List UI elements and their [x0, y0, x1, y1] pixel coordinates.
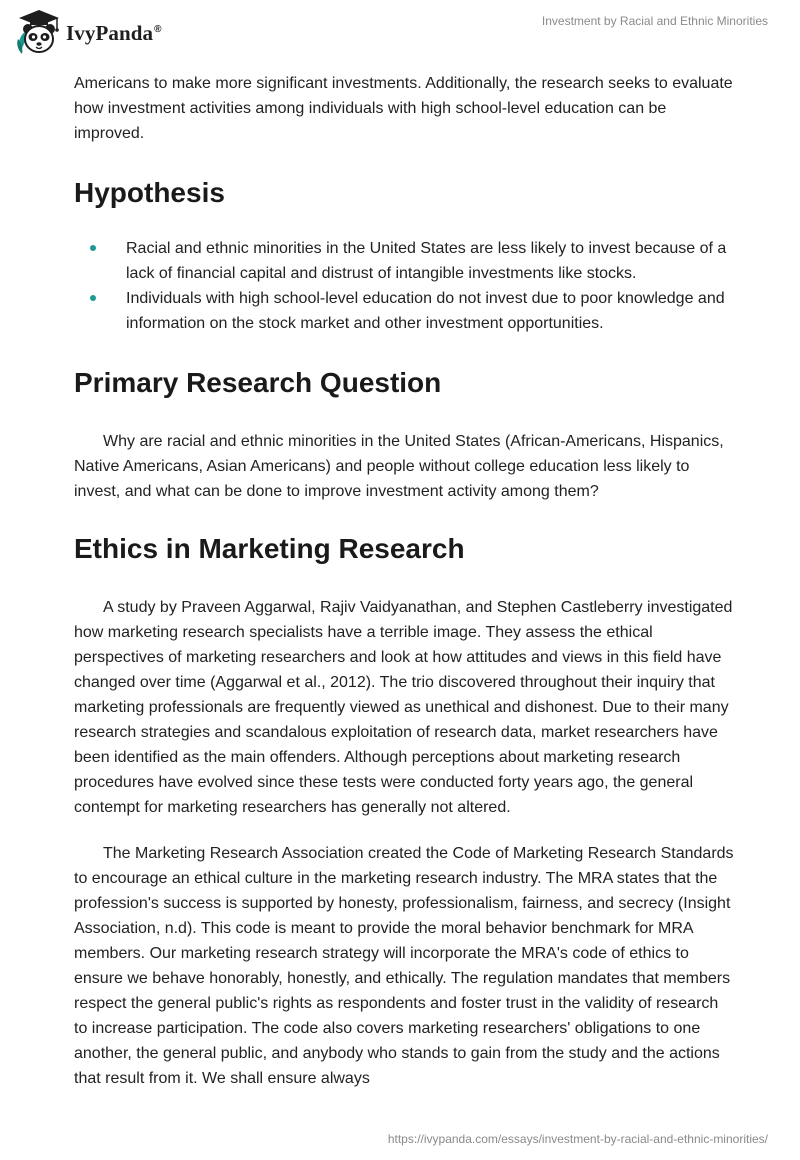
- hypothesis-item-text: Individuals with high school-level education do not invest due to poor knowledge and information on the stock market and other investment opportunities.: [126, 290, 725, 332]
- document-running-title: Investment by Racial and Ethnic Minorities: [541, 14, 768, 28]
- ethics-paragraph: A study by Praveen Aggarwal, Rajiv Vaidyanathan, and Stephen Castleberry investigated how marketing research specialists have a terrible image. They assess the ethical perspectives of marketing researchers and look at how attitudes and views in this field have changed over time (Aggarwal et al., 2012). The trio discovered throughout their inquiry that marketing professionals are frequently viewed as unethical and dishonest. Due to their many research strategies and scandalous exploitation of research data, market researchers have been identified as the main offenders. Although perceptions about marketing research procedures have evolved since these tests were conducted forty years ago, the general contempt for marketing researchers has generally not altered.: [74, 599, 733, 816]
- ivypanda-logo[interactable]: [14, 7, 162, 57]
- document-body: [74, 70, 734, 1091]
- bullet-dot-icon: [90, 295, 96, 301]
- registered-mark: ®: [154, 23, 162, 35]
- hypothesis-item-text: Racial and ethnic minorities in the United States are less likely to invest because of a lack of financial capital and distrust of intangible investments like stocks.: [126, 240, 727, 282]
- intro-paragraph-continuation: Americans to make more significant investments. Additionally, the research seeks to evaluate how investment activities among individuals with high school-level education can be improved.: [74, 75, 733, 142]
- ethics-paragraph: The Marketing Research Association created the Code of Marketing Research Standards to encourage an ethical culture in the marketing research industry. The MRA states that the profession's success is supported by honesty, professionalism, fairness, and secrecy (Insight Association, n.d). This code is meant to provide the moral behavior benchmark for MRA members. Our marketing research strategy will incorporate the MRA's code of ethics to ensure we behave honorably, honestly, and ethically. The regulation mandates that members respect the general public's rights as respondents and foster trust in the validity of research to increase participation. The code also covers marketing researchers' obligations to one another, the general public, and anybody who stands to gain from the study and the actions that result from it. We shall ensure always: [74, 845, 734, 1087]
- heading-ethics-in-marketing-research: Ethics in Marketing Research: [74, 533, 465, 564]
- panda-graduate-logo-icon: [14, 7, 64, 57]
- research-question-paragraph: Why are racial and ethnic minorities in the United States (African-Americans, Hispanics, Native Americans, Asian Americans) and people without college education less likely to invest, and what can be done to improve investment activity among them?: [74, 433, 724, 500]
- brand-name: [66, 21, 162, 46]
- heading-primary-research-question: Primary Research Question: [74, 367, 442, 398]
- bullet-dot-icon: [90, 245, 96, 251]
- source-url[interactable]: https://ivypanda.com/essays/investment-by-racial-and-ethnic-minorities/: [387, 1132, 768, 1146]
- heading-hypothesis: Hypothesis: [74, 177, 225, 208]
- hypothesis-item: [74, 286, 734, 336]
- hypothesis-item: [74, 236, 734, 286]
- page-header: [0, 0, 800, 62]
- hypothesis-list: [74, 236, 734, 336]
- brand-name-text: IvyPanda: [66, 20, 154, 45]
